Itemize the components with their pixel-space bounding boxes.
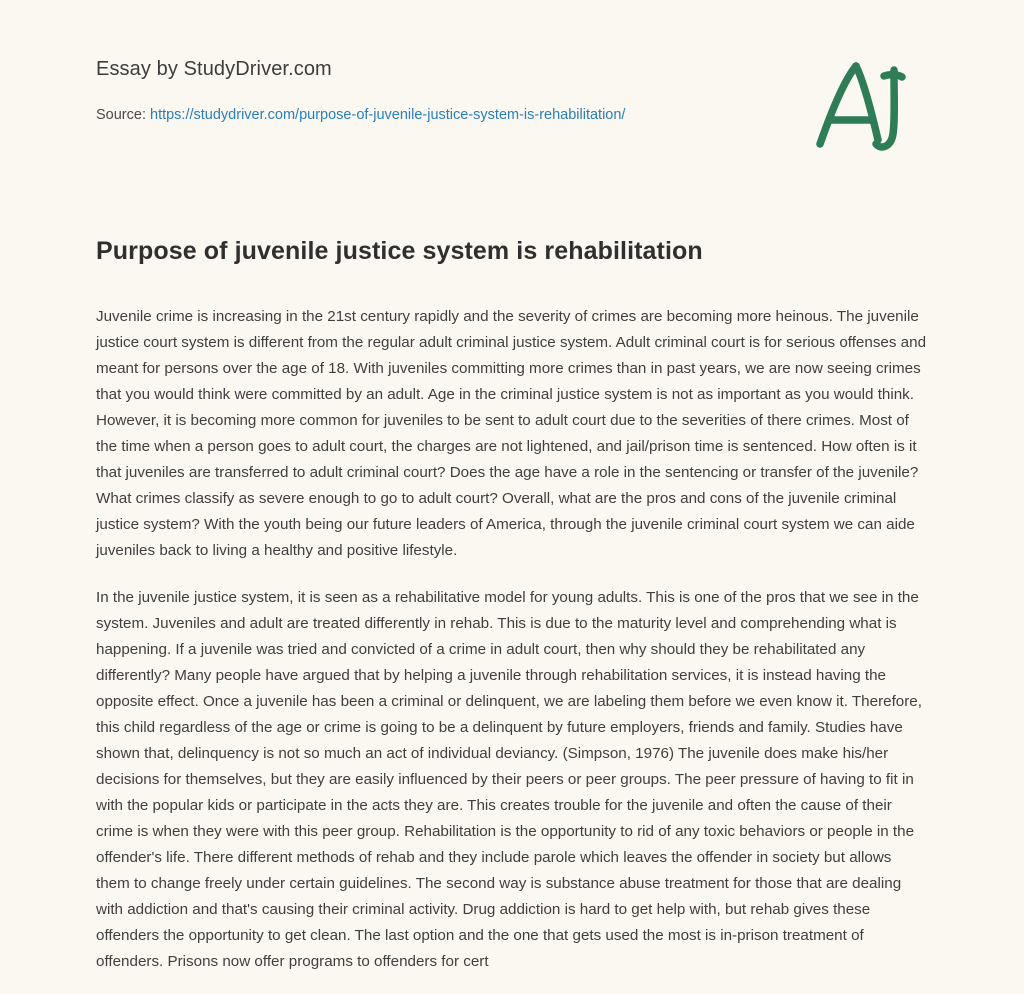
source-label: Source: (96, 107, 150, 123)
body-paragraph: Juvenile crime is increasing in the 21st century rapidly and the severity of crimes are becoming more heinous. The juvenile justice court system is different from the regular adult criminal justice system. Adult criminal court is for serious offenses and meant for persons over the age of 18. With juveniles committing more crimes than in past years, we are now seeing crimes that you would think were committed by an adult. Age in the criminal justice system is not as important as you would think. However, it is becoming more common for juveniles to be sent to adult court due to the severities of there crimes. Most of the time when a person goes to adult court, the charges are not lightened, and jail/prison time is sentenced. How often is it that juveniles are transferred to adult criminal court? Does the age have a role in the sentencing or transfer of the juvenile? What crimes classify as severe enough to go to adult court? Overall, what are the pros and cons of the juvenile criminal justice system? With the youth being our future leaders of America, through the juvenile criminal court system we can aide juveniles back to living a healthy and positive lifestyle. (96, 307, 927, 559)
byline-prefix: Essay by (96, 58, 184, 80)
body-paragraph: In the juvenile justice system, it is seen as a rehabilitative model for young adults. This is one of the pros that we see in the system. Juveniles and adult are treated differently in rehab. This is due to the maturity level and comprehending what is happening. If a juvenile was tried and convicted of a crime in adult court, then why should they be rehabilitated any differently? Many people have argued that by helping a juvenile through rehabilitation services, it is instead having the opposite effect. Once a juvenile has been a criminal or delinquent, we are labeling them before we even know it. Therefore, this child regardless of the age or crime is going to be a delinquent by future employers, friends and family. Studies have shown that, delinquency is not so much an act of individual deviancy. (Simpson, 1976) The juvenile does make his/her decisions for themselves, but they are easily influenced by their peers or peer groups. The peer pressure of having to fit in with the popular kids or participate in the acts they are. This creates trouble for the juvenile and often the cause of their crime is when they were with this peer group. Rehabilitation is the opportunity to rid of any toxic behaviors or people in the offender's life. There different methods of rehab and they include parole which leaves the offender in society but allows them to change freely under certain guidelines. The second way is substance abuse treatment for those that are dealing with addiction and that's causing their criminal activity. Drug addiction is hard to get help with, but rehab gives these offenders the opportunity to get clean. The last option and the one that gets used the most is in-prison treatment of offenders. Prisons now offer programs to offenders for cert (96, 588, 922, 970)
document-header (96, 0, 928, 123)
page-title: Purpose of juvenile justice system is rehabilitation (96, 237, 703, 265)
byline-brand: StudyDriver.com (183, 58, 332, 80)
document-body (96, 268, 928, 985)
studydriver-a-logo-icon (798, 52, 918, 162)
source-url-link[interactable]: https://studydriver.com/purpose-of-juvenile-justice-system-is-rehabilitation/ (150, 107, 626, 123)
